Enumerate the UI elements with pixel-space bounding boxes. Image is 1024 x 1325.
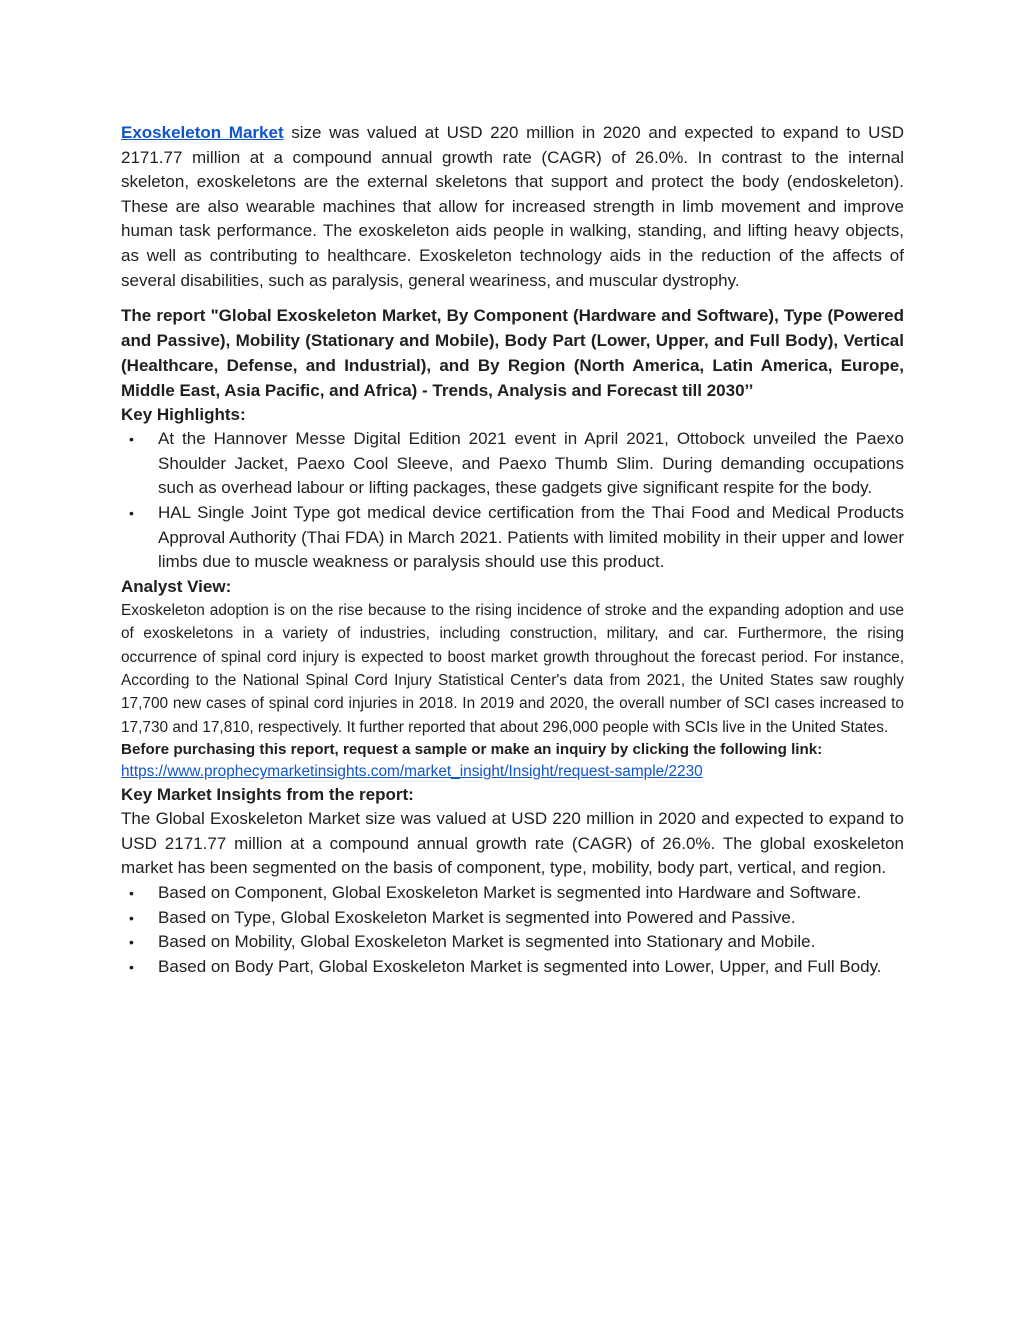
list-item-text: Based on Component, Global Exoskeleton Market is segmented into Hardware and Software. <box>158 882 862 902</box>
list-item-text: HAL Single Joint Type got medical device certification from the Thai Food and Medical Products Approval Authority (Thai FDA) in March 2021. Patients with limited mobility in their upper and lower limbs due to muscle weakness or paralysis should use this product. <box>158 502 904 572</box>
list-item <box>121 881 904 906</box>
bullet-icon: • <box>129 504 134 521</box>
document-page <box>121 121 904 979</box>
key-highlights-heading: Key Highlights: <box>121 405 246 425</box>
list-item <box>121 955 904 980</box>
list-item <box>121 427 904 501</box>
segmentation-list <box>121 881 904 979</box>
list-item-text: Based on Type, Global Exoskeleton Market is segmented into Powered and Passive. <box>158 907 796 927</box>
analyst-view-paragraph: Exoskeleton adoption is on the rise because to the rising incidence of stroke and the expanding adoption and use of exoskeletons in a variety of industries, including construction, military, and car. Furthermore, the rising occurrence of spinal cord injury is expected to boost market growth throughout the forecast period. For instance, According to the National Spinal Cord Injury Statistical Center's data from 2021, the United States saw roughly 17,700 new cases of spinal cord injuries in 2018. In 2019 and 2020, the overall number of SCI cases increased to 17,730 and 17,810, respectively. It further reported that about 296,000 people with SCIs live in the United States. <box>121 601 904 736</box>
list-item-text: At the Hannover Messe Digital Edition 2021 event in April 2021, Ottobock unveiled the Paexo Shoulder Jacket, Paexo Cool Sleeve, and Paexo Thumb Slim. During demanding occupations such as overhead labour or lifting packages, these gadgets give significant respite for the body. <box>158 429 904 498</box>
list-item <box>121 906 904 931</box>
exoskeleton-market-link[interactable]: Exoskeleton Market <box>121 123 284 142</box>
bullet-icon: • <box>129 958 134 975</box>
list-item-text: Based on Mobility, Global Exoskeleton Market is segmented into Stationary and Mobile. <box>158 932 816 952</box>
bullet-icon: • <box>129 934 134 951</box>
key-highlights-list <box>121 427 904 575</box>
intro-text: size was valued at USD 220 million in 2020 and expected to expand to USD 2171.77 million at a compound annual growth rate (CAGR) of 26.0%. In contrast to the internal skeleton, exoskeletons are the external skeletons that support and protect the body (endoskeleton). These are also wearable machines that allow for increased strength in limb movement and improve human task performance. The exoskeleton aids people in walking, standing, and lifting heavy objects, as well as contributing to healthcare. Exoskeleton technology aids in the reduction of the affects of several disabilities, such as paralysis, general weariness, and muscular dystrophy. <box>121 123 904 290</box>
sample-request-text: Before purchasing this report, request a sample or make an inquiry by clicking the following link: <box>121 741 823 759</box>
sample-request-link[interactable]: https://www.prophecymarketinsights.com/market_insight/Insight/request-sample/2230 <box>121 763 703 781</box>
report-title: The report "Global Exoskeleton Market, By Component (Hardware and Software), Type (Powered and Passive), Mobility (Stationary and Mobile), Body Part (Lower, Upper, and Full Body), Vertical (Healthcare, Defense, and Industrial), and By Region (North America, Latin America, Europe, Middle East, Asia Pacific, and Africa) - Trends, Analysis and Forecast till 2030’’ <box>121 306 904 401</box>
bullet-icon: • <box>129 909 134 926</box>
list-item <box>121 501 904 575</box>
key-insights-heading: Key Market Insights from the report: <box>121 785 414 805</box>
list-item <box>121 930 904 955</box>
key-insights-paragraph: The Global Exoskeleton Market size was valued at USD 220 million in 2020 and expected to expand to USD 2171.77 million at a compound annual growth rate (CAGR) of 26.0%. The global exoskeleton market has been segmented on the basis of component, type, mobility, body part, vertical, and region. <box>121 809 904 878</box>
list-item-text: Based on Body Part, Global Exoskeleton Market is segmented into Lower, Upper, and Full Body. <box>158 956 882 976</box>
bullet-icon: • <box>129 884 134 901</box>
bullet-icon: • <box>129 431 134 448</box>
intro-paragraph <box>121 121 904 293</box>
analyst-view-heading: Analyst View: <box>121 576 232 596</box>
